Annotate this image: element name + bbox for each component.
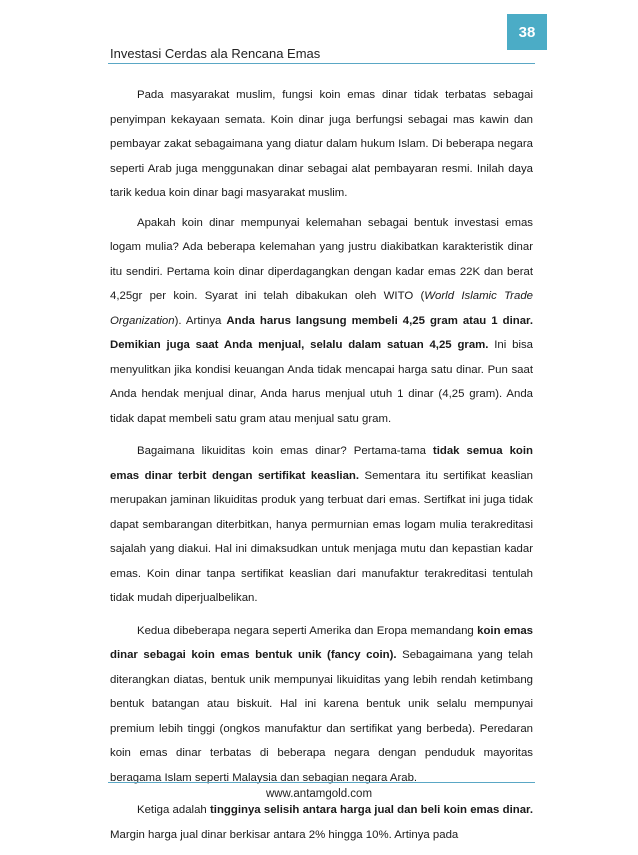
text-span: ). Artinya [174,314,227,327]
text-span: Bagaimana likuiditas koin emas dinar? Pertama-tama [137,445,433,457]
text-span: Apakah koin dinar mempunyai kelemahan sebagai bentuk investasi emas logam mulia? Ada beberapa kelemahan yang justru diakibatkan karakteristik dinar itu sendiri. Pertama koin dinar diperdagangkan dengan kadar emas 22K dan berat 4,25gr per koin. Syarat ini telah dibakukan oleh WITO ( [110,216,533,302]
paragraph-5 [110,798,533,847]
bold-span: koin emas dinar sebagai koin emas bentuk unik (fancy coin). [110,624,533,661]
bold-span: Anda harus langsung membeli 4,25 gram atau 1 dinar. Demikian juga saat Anda menjual, selalu dalam satuan 4,25 gram. [110,314,534,351]
running-title: Investasi Cerdas ala Rencana Emas [110,46,321,61]
page-number-badge: 38 [507,14,547,50]
text-span: Pada masyarakat muslim, fungsi koin emas dinar tidak terbatas sebagai penyimpan kekayaan semata. Koin dinar juga berfungsi sebagai mas kawin dan pembayar zakat sebagaimana yang diatur dalam hukum Islam. Di beberapa negara seperti Arab juga menggunakan dinar sebagai alat pembayaran resmi. Inilah daya tarik kedua koin dinar bagi masyarakat muslim. [110,89,533,199]
paragraph-1 [110,83,533,206]
paragraph-2 [110,211,533,432]
body-text [110,83,533,855]
text-span: Sementara itu sertifikat keaslian merupakan jaminan likuiditas produk yang terbuat dari emas. Sertifkat ini juga tidak dapat sembarangan diterbitkan, hanya permurnian emas logam mulia terakreditasi sajalah yang diakui. Hal ini dimaksudkan untuk menjaga mutu dan kepastian kadar emas. Koin dinar tanpa sertifikat keaslian dari manufaktur terakreditasi tentulah tidak mudah diperjualbelikan. [110,469,534,604]
text-span: Kedua dibeberapa negara seperti Amerika dan Eropa memandang [137,624,478,637]
bold-span: tingginya selisih antara harga jual dan beli koin emas dinar. [210,804,533,816]
footer-divider [108,782,535,783]
paragraph-3 [110,439,533,611]
text-span: Margin harga jual dinar berkisar antara 2% hingga 10%. Artinya pada [110,828,459,841]
italic-span: World Islamic Trade Organization [110,290,533,327]
bold-span: tidak semua koin emas dinar terbit dengan sertifikat keaslian. [110,445,534,482]
header-divider [108,63,535,64]
text-span: Ini bisa menyulitkan jika kondisi keuangan Anda tidak mencapai harga satu dinar. Pun saat Anda hendak menjual dinar, Anda harus menjual utuh 1 dinar (4,25 gram). Anda tidak dapat membeli satu gram atau menjual satu gram. [110,339,533,425]
paragraph-4 [110,619,533,791]
text-span: Ketiga adalah [137,804,211,816]
text-span: Sebagaimana yang telah diterangkan diatas, bentuk unik mempunyai likuiditas yang lebih rendah ketimbang bentuk batangan atau biskuit. Hal ini karena bentuk unik selalu mempunyai premium lebih tinggi (ongkos manufaktur dan sertifikat yang berbeda). Peredaran koin emas dinar terbatas di beberapa negara dengan penduduk mayoritas beragama Islam seperti Malaysia dan sebagian negara Arab. [110,649,533,784]
footer-url: www.antamgold.com [265,788,373,800]
